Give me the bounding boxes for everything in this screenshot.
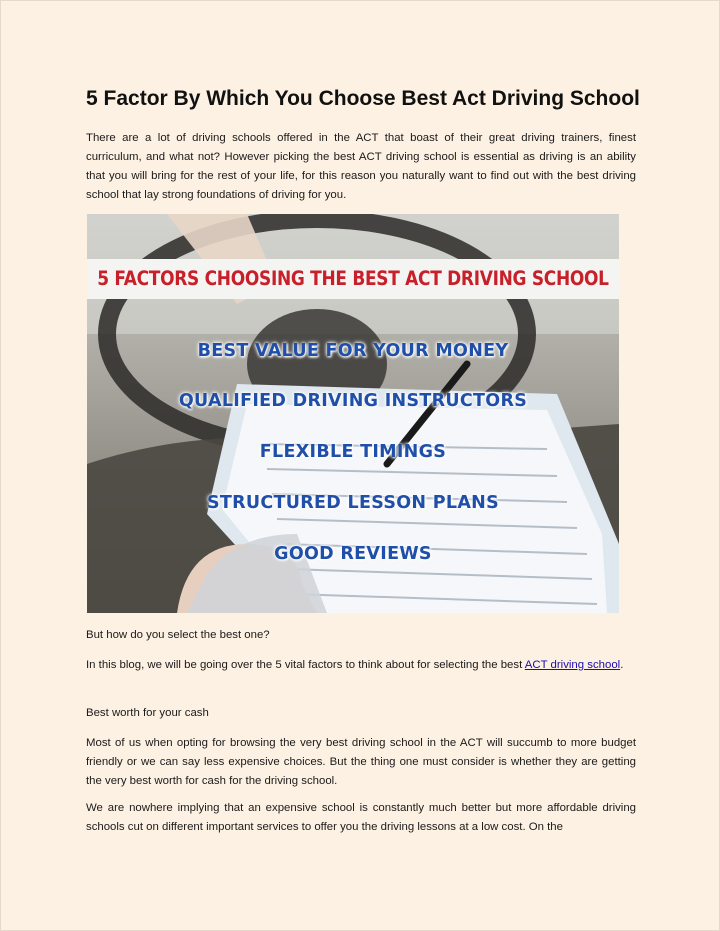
factor-item: FLEXIBLE TIMINGS	[259, 442, 447, 462]
expensive-paragraph: We are nowhere implying that an expensive school is constantly much better but more affordable driving schools cut on different important services to offer you the driving lessons at a low cost. On the	[86, 802, 636, 833]
hero-banner-text: 5 FACTORS CHOOSING THE BEST ACT DRIVING SCHOOL	[97, 267, 609, 291]
question-paragraph: But how do you select the best one?	[86, 629, 270, 641]
factor-item: BEST VALUE FOR YOUR MONEY	[197, 341, 509, 361]
intro-paragraph: There are a lot of driving schools offered in the ACT that boast of their great driving trainers, finest curriculum, and what not? However picking the best ACT driving school is essential as driving is an ability that you will bring for the rest of your life, for this reason you naturally want to find out with the best driving school that lay strong foundations of driving for you.	[86, 132, 636, 201]
act-driving-school-link[interactable]: ACT driving school	[524, 659, 621, 671]
blog-intro-suffix: .	[620, 659, 624, 671]
factor-item: GOOD REVIEWS	[274, 544, 432, 564]
factor-item: QUALIFIED DRIVING INSTRUCTORS	[178, 391, 528, 411]
blog-intro-paragraph	[86, 656, 636, 675]
hero-banner	[87, 259, 619, 299]
factor-item: STRUCTURED LESSON PLANS	[206, 493, 500, 513]
cash-paragraph: Most of us when opting for browsing the very best driving school in the ACT will succumb to more budget friendly or we can say less expensive choices. But the thing one must consider is whether they are getting the very best worth for cash for the driving school.	[86, 737, 636, 787]
hero-image	[87, 214, 619, 613]
section-heading: Best worth for your cash	[86, 707, 209, 719]
page-title: 5 Factor By Which You Choose Best Act Driving School	[86, 87, 640, 110]
blog-intro-text: In this blog, we will be going over the 5 vital factors to think about for selecting the best	[86, 659, 525, 671]
